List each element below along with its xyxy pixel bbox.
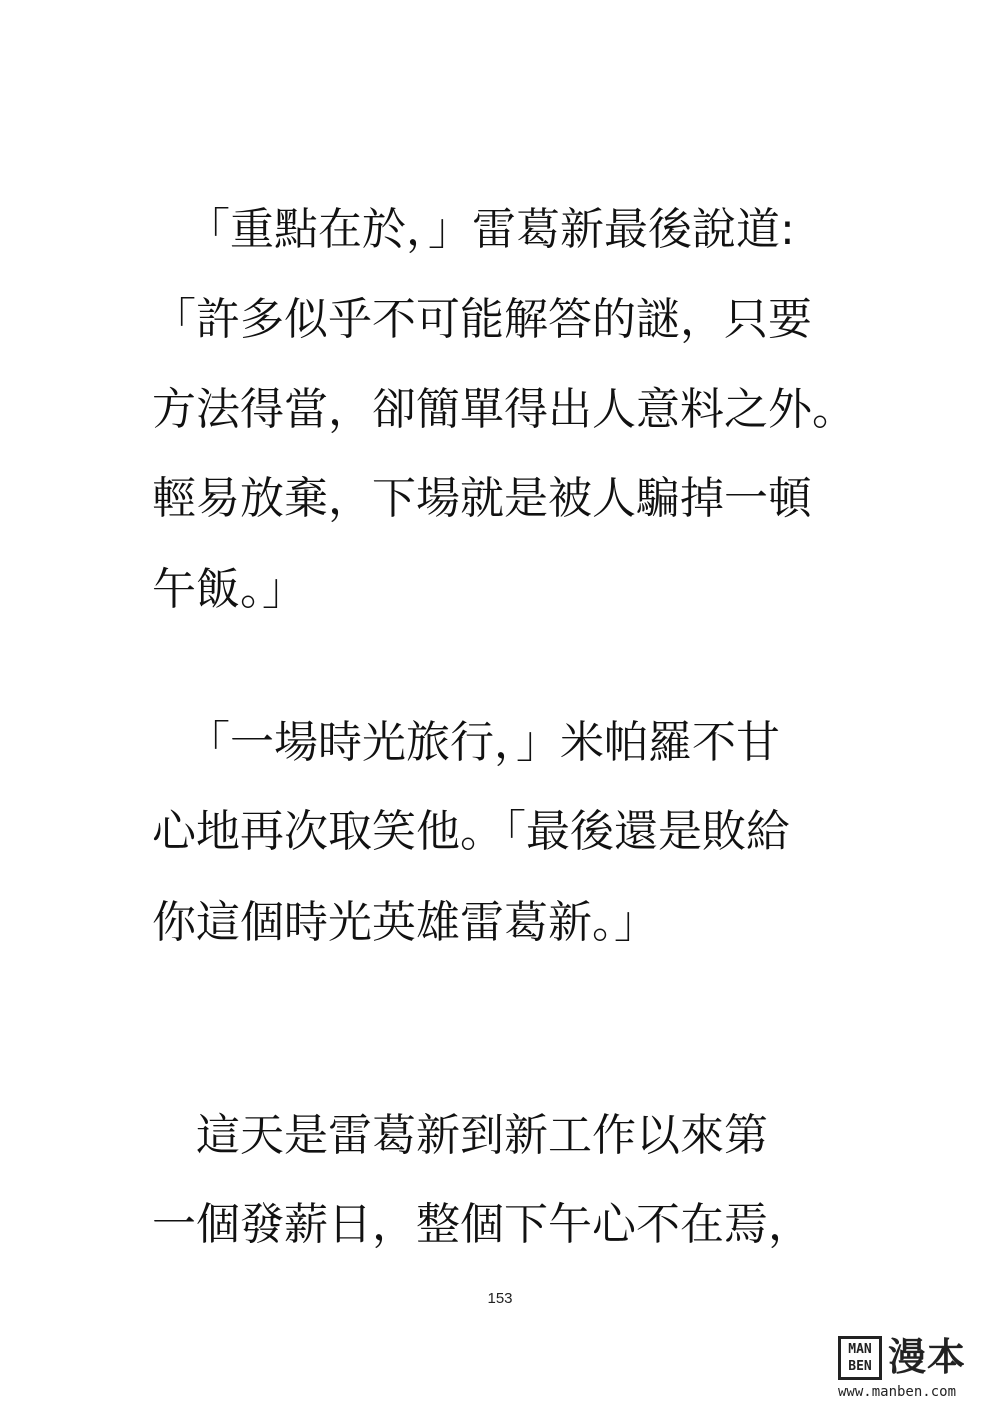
text-line: 「重點在於，」雷葛新最後說道: bbox=[186, 204, 795, 255]
watermark-title: 漫本 bbox=[888, 1335, 967, 1379]
text-line: 輕易放棄，下場就是被人騙掉一頓 bbox=[152, 473, 812, 524]
text-line: 心地再次取笑他。「最後還是敗給 bbox=[152, 806, 790, 857]
text-line: 「許多似乎不可能解答的謎，只要 bbox=[152, 294, 812, 345]
text-line: 你這個時光英雄雷葛新。」 bbox=[152, 897, 658, 948]
text-line: 這天是雷葛新到新工作以來第 bbox=[196, 1110, 768, 1161]
page-number: 153 bbox=[487, 1290, 513, 1307]
watermark-logo-line: BEN bbox=[848, 1359, 872, 1374]
text-line: 方法得當，卻簡單得出人意料之外。 bbox=[152, 384, 856, 435]
site-watermark bbox=[838, 1334, 988, 1404]
watermark-url: www.manben.com bbox=[838, 1384, 957, 1400]
text-line: 午飯。」 bbox=[152, 564, 306, 615]
text-line: 一個發薪日，整個下午心不在焉， bbox=[152, 1199, 812, 1250]
text-line: 「一場時光旅行，」米帕羅不甘 bbox=[186, 717, 780, 768]
watermark-logo-icon bbox=[838, 1336, 882, 1380]
watermark-logo-line: MAN bbox=[848, 1342, 872, 1357]
